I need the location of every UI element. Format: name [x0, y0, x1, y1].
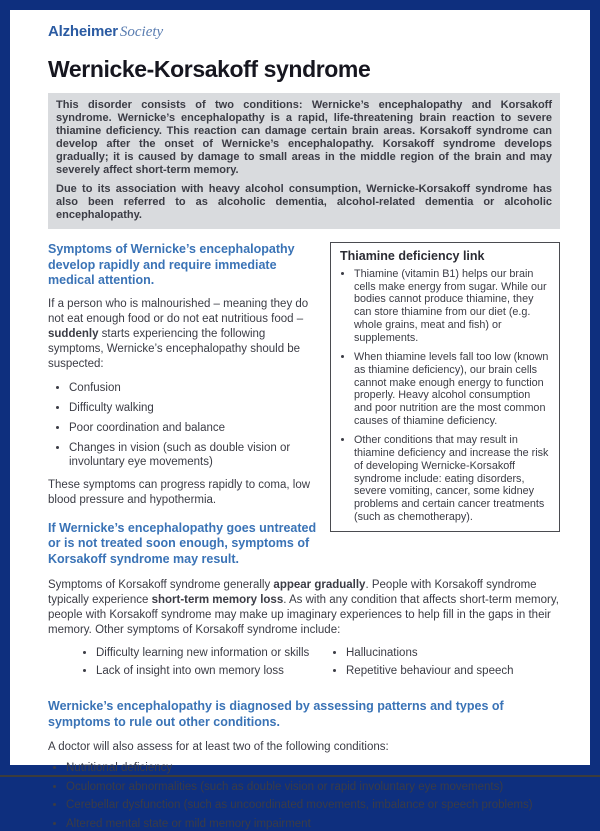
diagnosis-heading: Wernicke’s encephalopathy is diagnosed by assessing patterns and types of symptoms to rule out other conditions. — [48, 699, 504, 729]
wernicke-symptoms-list — [48, 381, 318, 469]
intro-box — [48, 93, 560, 229]
alzheimer-society-logo — [48, 23, 560, 41]
list-item: • Thiamine (vitamin B1) helps our brain cells make energy from sugar. While our bodies cannot produce thiamine, they can store thiamine from our diet (e.g. whole grains, meat and fish) or supplements. — [354, 268, 551, 344]
logo-society-text: Society — [119, 24, 164, 40]
symptoms-progress-note: These symptoms can progress rapidly to coma, low blood pressure and hypothermia. — [48, 478, 311, 506]
thiamine-deficiency-box — [330, 242, 560, 532]
doctor-assess-paragraph: A doctor will also assess for at least two of the following conditions: — [48, 741, 389, 753]
korsakoff-warning-heading: If Wernicke’s encephalopathy goes untreated or is not treated soon enough, symptoms of Korsakoff syndrome may result. — [48, 520, 317, 566]
list-item: • Other conditions that may result in thiamine deficiency and increase the risk of developing Wernicke-Korsakoff syndrome include: eating disorders, severe vomiting, cancer, some kidney problems and certain cancer treatments (such as chemotherapy). — [354, 434, 551, 523]
diagnosis-conditions-list — [48, 761, 560, 831]
screenshot-bottom-edge — [0, 775, 600, 777]
list-item: • Difficulty walking — [69, 401, 318, 415]
symptoms-column — [48, 242, 318, 567]
two-column-section — [48, 242, 560, 567]
list-item: • Hallucinations — [346, 646, 560, 660]
logo-alzheimer-text: Alzheimer — [48, 23, 118, 40]
document-page — [10, 10, 590, 830]
intro-paragraph-2: Due to its association with heavy alcohol consumption, Wernicke-Korsakoff syndrome has also been referred to as alcoholic dementia, alcohol-related dementia or alcoholic encephalopathy. — [56, 183, 552, 221]
list-item: • Confusion — [69, 381, 318, 395]
list-item: • Difficulty learning new information or skills — [96, 646, 332, 660]
list-item: • Oculomotor abnormalities (such as double vision or rapid involuntary eye movements) — [66, 780, 560, 794]
thiamine-list — [340, 268, 551, 523]
list-item: • Cerebellar dysfunction (such as uncoordinated movements, imbalance or speech problems) — [66, 798, 560, 812]
list-item: • Nutritional deficiency — [66, 761, 560, 775]
list-item: • Repetitive behaviour and speech — [346, 664, 560, 678]
thiamine-box-title: Thiamine deficiency link — [340, 249, 485, 263]
wernicke-symptoms-intro: If a person who is malnourished – meaning they do not eat enough food or do not eat nutritious food – suddenly starts experiencing the following symptoms, Wernicke’s encephalopathy should be suspected: — [48, 297, 309, 370]
korsakoff-bullets-right — [332, 646, 560, 682]
wernicke-symptoms-heading: Symptoms of Wernicke’s encephalopathy develop rapidly and require immediate medical attention. — [48, 242, 295, 287]
list-item: • Lack of insight into own memory loss — [96, 664, 332, 678]
korsakoff-symptoms-paragraph: Symptoms of Korsakoff syndrome generally appear gradually. People with Korsakoff syndrome typically experience short-term memory loss. As with any condition that affects short-term memory, people with Korsakoff syndrome may make up imaginary experiences to help fill in the gaps in their memory. Other symptoms of Korsakoff syndrome include: — [48, 579, 559, 636]
list-item: • Altered mental state or mild memory impairment — [66, 817, 560, 831]
korsakoff-bullets-left — [82, 646, 332, 682]
list-item: • Poor coordination and balance — [69, 421, 318, 435]
intro-paragraph-1: This disorder consists of two conditions: Wernicke’s encephalopathy and Korsakoff syndrome. Wernicke’s encephalopathy is a rapid, life-threatening brain reaction to severe thiamine deficiency. This reaction can damage certain brain areas. Korsakoff syndrome can develop after the onset of Wernicke’s encephalopathy. Korsakoff syndrome develops gradually; it is caused by damage to small areas in the middle region of the brain and may severely affect short-term memory. — [56, 99, 552, 176]
list-item: • When thiamine levels fall too low (known as thiamine deficiency), our brain cells cannot make enough energy to function properly. Heavy alcohol consumption and poor nutrition are the most common causes of thiamine deficiency. — [354, 351, 551, 427]
korsakoff-symptoms-columns — [82, 646, 560, 682]
list-item: • Changes in vision (such as double vision or involuntary eye movements) — [69, 441, 318, 469]
page-title: Wernicke-Korsakoff syndrome — [48, 56, 371, 82]
